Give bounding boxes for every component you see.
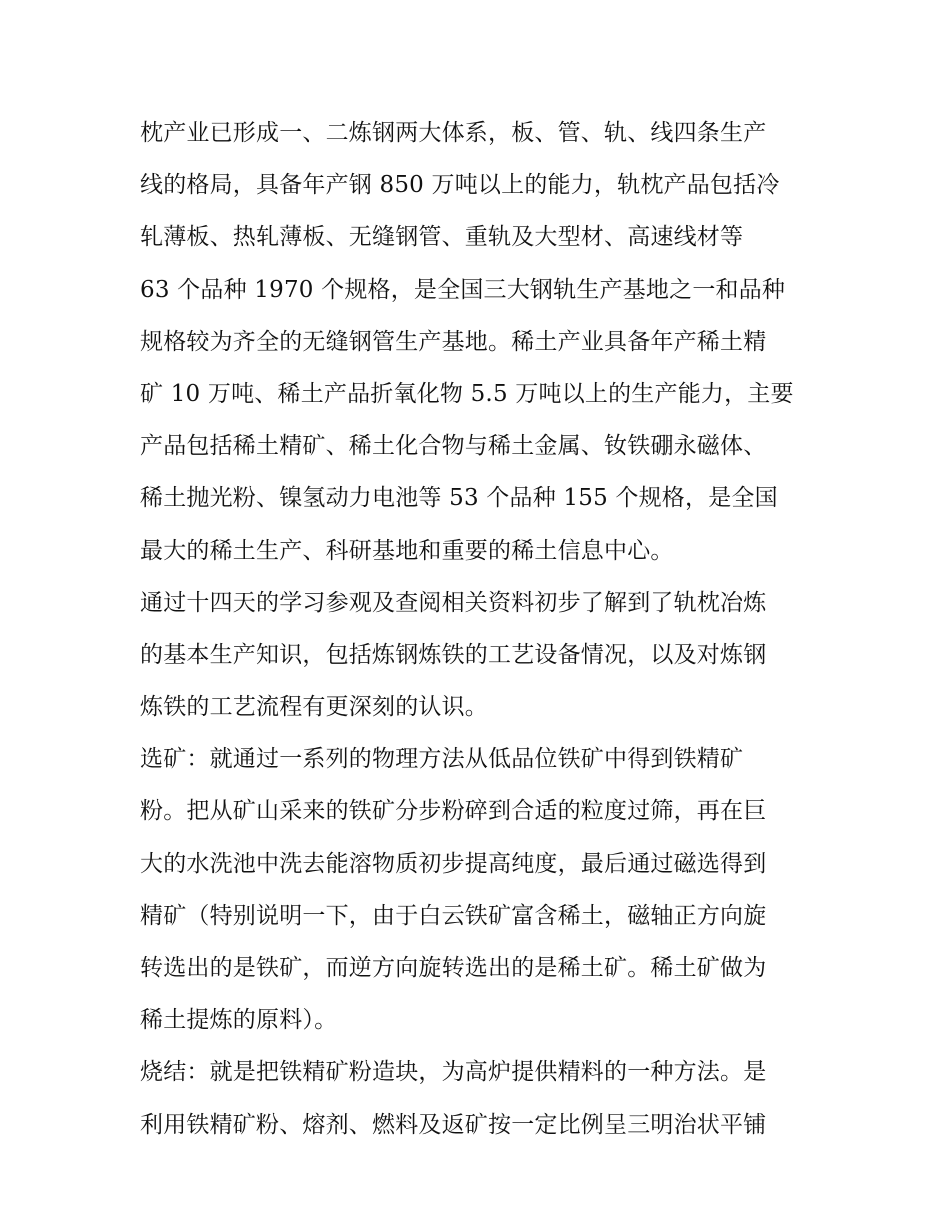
text-line: 产品包括稀土精矿、稀土化合物与稀土金属、钕铁硼永磁体、 (140, 433, 767, 460)
text-line: 大的水洗池中洗去能溶物质初步提高纯度，最后通过磁选得到 (140, 850, 767, 877)
text-line: 利用铁精矿粉、熔剂、燃料及返矿按一定比例呈三明治状平铺 (140, 1111, 767, 1138)
text-line: 矿 10 万吨、稀土产品折氧化物 5.5 万吨以上的生产能力，主要 (140, 380, 794, 407)
text-line: 稀土提炼的原料）。 (140, 1007, 338, 1034)
text-line: 轧薄板、热轧薄板、无缝钢管、重轨及大型材、高速线材等 (140, 224, 744, 251)
text-line: 粉。把从矿山采来的铁矿分步粉碎到合适的粒度过筛，再在巨 (140, 798, 767, 825)
text-line: 炼铁的工艺流程有更深刻的认识。 (140, 694, 488, 721)
text-line: 最大的稀土生产、科研基地和重要的稀土信息中心。 (140, 537, 674, 564)
text-line: 稀土抛光粉、镍氢动力电池等 53 个品种 155 个规格，是全国 (140, 485, 778, 512)
text-line: 通过十四天的学习参观及查阅相关资料初步了解到了轨枕冶炼 (140, 589, 767, 616)
text-line: 转选出的是铁矿，而逆方向旋转选出的是稀土矿。稀土矿做为 (140, 955, 767, 981)
document-body (140, 107, 820, 1151)
text-line: 的基本生产知识，包括炼钢炼铁的工艺设备情况，以及对炼钢 (140, 641, 767, 668)
text-line: 选矿：就通过一系列的物理方法从低品位铁矿中得到铁精矿 (140, 746, 744, 773)
text-line: 63 个品种 1970 个规格，是全国三大钢轨生产基地之一和品种 (140, 276, 786, 303)
text-line: 规格较为齐全的无缝钢管生产基地。稀土产业具备年产稀土精 (140, 328, 767, 355)
text-line: 线的格局，具备年产钢 850 万吨以上的能力，轨枕产品包括冷 (140, 172, 780, 199)
text-line: 枕产业已形成一、二炼钢两大体系，板、管、轨、线四条生产 (140, 120, 767, 146)
text-line: 精矿（特别说明一下，由于白云铁矿富含稀土，磁轴正方向旋 (140, 902, 767, 929)
text-line: 烧结：就是把铁精矿粉造块，为高炉提供精料的一种方法。是 (140, 1059, 767, 1086)
